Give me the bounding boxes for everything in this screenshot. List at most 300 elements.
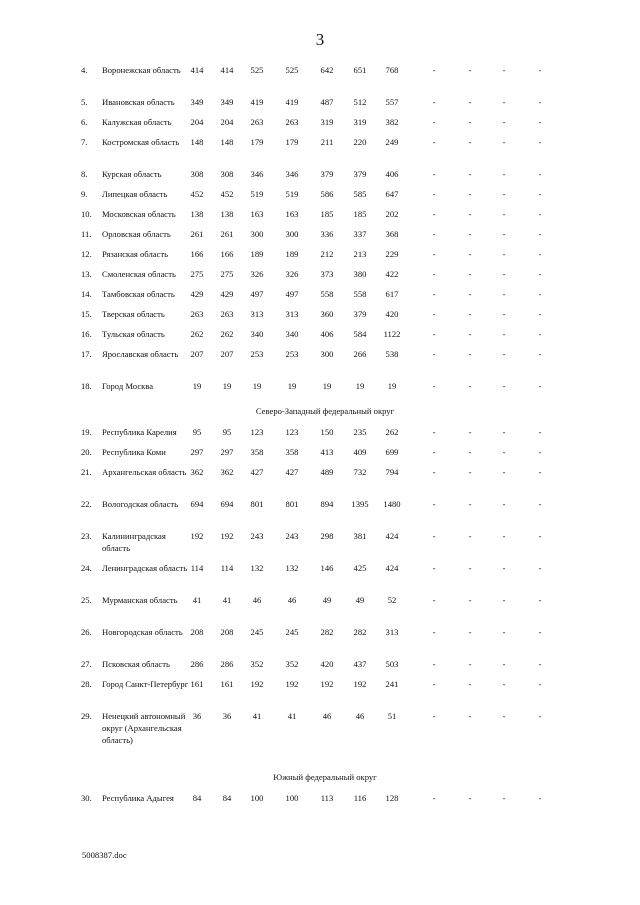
value-cell: 586	[320, 189, 334, 199]
value-cell: 243	[250, 531, 264, 541]
row-number: 25.	[81, 595, 92, 605]
value-cell: -	[468, 117, 472, 127]
value-cell: -	[502, 329, 506, 339]
value-cell: 41	[287, 711, 297, 721]
row-number: 24.	[81, 563, 92, 573]
value-cell: 419	[285, 97, 299, 107]
value-cell: -	[538, 659, 542, 669]
section-heading	[75, 766, 575, 792]
table-row	[75, 380, 575, 400]
row-number: 23.	[81, 531, 92, 541]
region-name: Липецкая область	[102, 189, 168, 199]
value-cell: -	[432, 117, 436, 127]
region-name: Рязанская область	[102, 249, 169, 259]
value-cell: 584	[353, 329, 367, 339]
value-cell: -	[468, 137, 472, 147]
value-cell: -	[502, 381, 506, 391]
value-cell: 427	[250, 467, 264, 477]
value-cell: 558	[320, 289, 334, 299]
value-cell: -	[502, 309, 506, 319]
value-cell: 297	[190, 447, 204, 457]
value-cell: 19	[252, 381, 262, 391]
value-cell: -	[502, 97, 506, 107]
value-cell: 424	[385, 531, 399, 541]
value-cell: 116	[353, 793, 367, 803]
value-cell: -	[538, 269, 542, 279]
value-cell: -	[468, 427, 472, 437]
region-name: Курская область	[102, 169, 162, 179]
regions-table	[75, 64, 575, 812]
footer-filename: 5008387.doc	[82, 850, 127, 860]
value-cell: 497	[285, 289, 299, 299]
value-cell: -	[502, 531, 506, 541]
value-cell: -	[502, 289, 506, 299]
table-row	[75, 792, 575, 812]
table-row	[75, 530, 575, 562]
value-cell: 360	[320, 309, 334, 319]
value-cell: 192	[320, 679, 334, 689]
value-cell: -	[468, 289, 472, 299]
value-cell: -	[502, 499, 506, 509]
value-cell: 319	[353, 117, 367, 127]
value-cell: 19	[387, 381, 397, 391]
row-number: 19.	[81, 427, 92, 437]
table-row	[75, 658, 575, 678]
value-cell: -	[538, 595, 542, 605]
value-cell: 300	[250, 229, 264, 239]
value-cell: 261	[220, 229, 234, 239]
value-cell: -	[468, 447, 472, 457]
value-cell: 202	[385, 209, 399, 219]
value-cell: 429	[190, 289, 204, 299]
value-cell: 379	[320, 169, 334, 179]
value-cell: 362	[220, 467, 234, 477]
value-cell: -	[432, 595, 436, 605]
value-cell: 207	[190, 349, 204, 359]
value-cell: 204	[190, 117, 204, 127]
value-cell: 489	[320, 467, 334, 477]
value-cell: 163	[250, 209, 264, 219]
row-number: 14.	[81, 289, 92, 299]
value-cell: 409	[353, 447, 367, 457]
value-cell: 275	[220, 269, 234, 279]
value-cell: 420	[320, 659, 334, 669]
value-cell: -	[538, 117, 542, 127]
value-cell: 346	[250, 169, 264, 179]
value-cell: -	[468, 309, 472, 319]
value-cell: 208	[190, 627, 204, 637]
value-cell: -	[468, 169, 472, 179]
value-cell: 46	[322, 711, 332, 721]
row-number: 8.	[81, 169, 88, 179]
value-cell: 19	[222, 381, 232, 391]
row-number: 4.	[81, 65, 88, 75]
value-cell: 368	[385, 229, 399, 239]
value-cell: -	[432, 381, 436, 391]
value-cell: 647	[385, 189, 399, 199]
value-cell: -	[502, 117, 506, 127]
row-number: 28.	[81, 679, 92, 689]
value-cell: 512	[353, 97, 367, 107]
value-cell: 538	[385, 349, 399, 359]
value-cell: 150	[320, 427, 334, 437]
value-cell: 894	[320, 499, 334, 509]
value-cell: 519	[250, 189, 264, 199]
value-cell: 100	[250, 793, 264, 803]
row-number: 9.	[81, 189, 88, 199]
value-cell: -	[468, 97, 472, 107]
region-name: Ленинградская область	[102, 563, 188, 573]
row-number: 29.	[81, 711, 92, 721]
value-cell: -	[538, 447, 542, 457]
value-cell: 192	[353, 679, 367, 689]
value-cell: 557	[385, 97, 399, 107]
value-cell: 243	[285, 531, 299, 541]
value-cell: -	[502, 595, 506, 605]
value-cell: 266	[353, 349, 367, 359]
value-cell: -	[468, 531, 472, 541]
value-cell: 46	[252, 595, 262, 605]
value-cell: 732	[353, 467, 367, 477]
region-name: Смоленская область	[102, 269, 176, 279]
value-cell: -	[468, 659, 472, 669]
value-cell: 585	[353, 189, 367, 199]
value-cell: -	[432, 269, 436, 279]
value-cell: -	[432, 467, 436, 477]
value-cell: 694	[220, 499, 234, 509]
value-cell: 262	[220, 329, 234, 339]
value-cell: 427	[285, 467, 299, 477]
value-cell: -	[468, 381, 472, 391]
value-cell: 189	[285, 249, 299, 259]
value-cell: -	[538, 381, 542, 391]
region-name: Новгородская область	[102, 627, 183, 637]
value-cell: 313	[250, 309, 264, 319]
region-name: Тамбовская область	[102, 289, 175, 299]
value-cell: 220	[353, 137, 367, 147]
value-cell: 263	[190, 309, 204, 319]
value-cell: -	[468, 189, 472, 199]
value-cell: 497	[250, 289, 264, 299]
value-cell: 192	[220, 531, 234, 541]
table-row	[75, 626, 575, 658]
region-name: Ивановская область	[102, 97, 175, 107]
value-cell: 352	[285, 659, 299, 669]
value-cell: -	[432, 679, 436, 689]
value-cell: 300	[320, 349, 334, 359]
value-cell: -	[468, 269, 472, 279]
value-cell: -	[538, 65, 542, 75]
value-cell: 801	[285, 499, 299, 509]
value-cell: 41	[222, 595, 232, 605]
value-cell: 46	[355, 711, 365, 721]
value-cell: 100	[285, 793, 299, 803]
value-cell: 308	[220, 169, 234, 179]
table-row	[75, 168, 575, 188]
value-cell: 519	[285, 189, 299, 199]
value-cell: -	[432, 793, 436, 803]
value-cell: -	[538, 249, 542, 259]
value-cell: -	[502, 793, 506, 803]
value-cell: 768	[385, 65, 399, 75]
row-number: 13.	[81, 269, 92, 279]
value-cell: 128	[385, 793, 399, 803]
region-name: Республика Адыгея	[102, 793, 174, 803]
value-cell: 207	[220, 349, 234, 359]
table-row	[75, 248, 575, 268]
value-cell: -	[502, 269, 506, 279]
value-cell: 275	[190, 269, 204, 279]
value-cell: 487	[320, 97, 334, 107]
value-cell: 699	[385, 447, 399, 457]
region-name: Тверская область	[102, 309, 165, 319]
value-cell: 95	[192, 427, 202, 437]
value-cell: 425	[353, 563, 367, 573]
region-name: Мурманская область	[102, 595, 178, 605]
table-row	[75, 466, 575, 498]
value-cell: 452	[220, 189, 234, 199]
table-row	[75, 116, 575, 136]
value-cell: 253	[285, 349, 299, 359]
region-name: Орловская область	[102, 229, 171, 239]
value-cell: -	[502, 349, 506, 359]
value-cell: 36	[222, 711, 232, 721]
table-row	[75, 268, 575, 288]
region-name: Костромская область	[102, 137, 180, 147]
value-cell: 406	[385, 169, 399, 179]
value-cell: -	[432, 659, 436, 669]
value-cell: 352	[250, 659, 264, 669]
value-cell: 95	[222, 427, 232, 437]
row-number: 20.	[81, 447, 92, 457]
value-cell: 211	[320, 137, 334, 147]
region-name: Республика Карелия	[102, 427, 177, 437]
region-name: Псковская область	[102, 659, 170, 669]
value-cell: 51	[387, 711, 397, 721]
value-cell: 192	[190, 531, 204, 541]
value-cell: 179	[285, 137, 299, 147]
table-row	[75, 710, 575, 766]
value-cell: 801	[250, 499, 264, 509]
value-cell: 358	[285, 447, 299, 457]
value-cell: 337	[353, 229, 367, 239]
value-cell: 241	[385, 679, 399, 689]
value-cell: 84	[222, 793, 232, 803]
row-number: 5.	[81, 97, 88, 107]
value-cell: -	[502, 467, 506, 477]
row-number: 30.	[81, 793, 92, 803]
value-cell: -	[538, 137, 542, 147]
value-cell: 617	[385, 289, 399, 299]
value-cell: 381	[353, 531, 367, 541]
value-cell: -	[538, 309, 542, 319]
region-name: Ненецкий автономный округ (Архангельская область)	[102, 711, 186, 745]
value-cell: -	[432, 531, 436, 541]
value-cell: 437	[353, 659, 367, 669]
value-cell: -	[432, 169, 436, 179]
value-cell: -	[502, 65, 506, 75]
value-cell: 1122	[383, 329, 401, 339]
value-cell: 282	[320, 627, 334, 637]
value-cell: 340	[250, 329, 264, 339]
value-cell: -	[468, 563, 472, 573]
section-heading	[75, 400, 575, 426]
value-cell: 123	[285, 427, 299, 437]
value-cell: 46	[287, 595, 297, 605]
value-cell: 1480	[383, 499, 401, 509]
value-cell: 253	[250, 349, 264, 359]
value-cell: -	[538, 97, 542, 107]
value-cell: 163	[285, 209, 299, 219]
row-number: 15.	[81, 309, 92, 319]
value-cell: 41	[192, 595, 202, 605]
value-cell: -	[502, 447, 506, 457]
value-cell: 132	[250, 563, 264, 573]
value-cell: -	[538, 209, 542, 219]
section-heading-text: Южный федеральный округ	[273, 772, 377, 782]
value-cell: -	[538, 563, 542, 573]
value-cell: 235	[353, 427, 367, 437]
value-cell: 308	[190, 169, 204, 179]
value-cell: -	[502, 169, 506, 179]
value-cell: 114	[220, 563, 234, 573]
value-cell: 349	[190, 97, 204, 107]
value-cell: -	[502, 229, 506, 239]
value-cell: 794	[385, 467, 399, 477]
value-cell: 212	[320, 249, 334, 259]
value-cell: 148	[190, 137, 204, 147]
value-cell: -	[502, 711, 506, 721]
value-cell: 262	[385, 427, 399, 437]
value-cell: -	[538, 499, 542, 509]
value-cell: 300	[285, 229, 299, 239]
value-cell: -	[468, 793, 472, 803]
value-cell: 19	[192, 381, 202, 391]
row-number: 10.	[81, 209, 92, 219]
table-row	[75, 446, 575, 466]
table-row	[75, 96, 575, 116]
value-cell: 114	[190, 563, 204, 573]
value-cell: -	[502, 627, 506, 637]
value-cell: 380	[353, 269, 367, 279]
table-row	[75, 228, 575, 248]
value-cell: -	[432, 627, 436, 637]
value-cell: -	[432, 499, 436, 509]
value-cell: -	[468, 65, 472, 75]
value-cell: 138	[190, 209, 204, 219]
value-cell: -	[538, 229, 542, 239]
value-cell: -	[468, 467, 472, 477]
value-cell: -	[538, 679, 542, 689]
table-row	[75, 64, 575, 96]
value-cell: 249	[385, 137, 399, 147]
value-cell: 263	[220, 309, 234, 319]
row-number: 6.	[81, 117, 88, 127]
value-cell: -	[432, 137, 436, 147]
row-number: 22.	[81, 499, 92, 509]
value-cell: -	[468, 595, 472, 605]
value-cell: -	[538, 793, 542, 803]
region-name: Город Санкт-Петербург	[102, 679, 189, 689]
value-cell: -	[468, 711, 472, 721]
value-cell: 414	[220, 65, 234, 75]
row-number: 12.	[81, 249, 92, 259]
table-row	[75, 308, 575, 328]
value-cell: 503	[385, 659, 399, 669]
value-cell: -	[432, 209, 436, 219]
value-cell: 148	[220, 137, 234, 147]
value-cell: -	[502, 209, 506, 219]
value-cell: -	[432, 309, 436, 319]
value-cell: 213	[353, 249, 367, 259]
value-cell: -	[468, 329, 472, 339]
value-cell: 245	[250, 627, 264, 637]
value-cell: 297	[220, 447, 234, 457]
value-cell: -	[432, 249, 436, 259]
page-number: 3	[315, 30, 325, 49]
value-cell: 373	[320, 269, 334, 279]
value-cell: -	[432, 289, 436, 299]
value-cell: -	[538, 289, 542, 299]
value-cell: -	[432, 427, 436, 437]
value-cell: 179	[250, 137, 264, 147]
value-cell: 346	[285, 169, 299, 179]
table-row	[75, 348, 575, 380]
value-cell: 161	[220, 679, 234, 689]
value-cell: -	[538, 349, 542, 359]
value-cell: -	[432, 447, 436, 457]
value-cell: -	[538, 169, 542, 179]
value-cell: 422	[385, 269, 399, 279]
value-cell: 84	[192, 793, 202, 803]
value-cell: -	[538, 467, 542, 477]
region-name: Тульская область	[102, 329, 165, 339]
value-cell: 41	[252, 711, 262, 721]
row-number: 18.	[81, 381, 92, 391]
value-cell: 138	[220, 209, 234, 219]
value-cell: -	[502, 249, 506, 259]
value-cell: 189	[250, 249, 264, 259]
region-name: Город Москва	[102, 381, 154, 391]
value-cell: 340	[285, 329, 299, 339]
value-cell: 452	[190, 189, 204, 199]
row-number: 11.	[81, 229, 92, 239]
value-cell: 414	[190, 65, 204, 75]
value-cell: 166	[190, 249, 204, 259]
region-name: Республика Коми	[102, 447, 166, 457]
table-row	[75, 328, 575, 348]
value-cell: 192	[285, 679, 299, 689]
value-cell: 525	[250, 65, 264, 75]
region-name: Архангельская область	[102, 467, 187, 477]
table-row	[75, 498, 575, 530]
table-row	[75, 678, 575, 710]
value-cell: -	[502, 189, 506, 199]
value-cell: -	[502, 563, 506, 573]
value-cell: -	[432, 329, 436, 339]
value-cell: 406	[320, 329, 334, 339]
value-cell: 262	[190, 329, 204, 339]
value-cell: -	[432, 563, 436, 573]
value-cell: 19	[322, 381, 332, 391]
row-number: 17.	[81, 349, 92, 359]
value-cell: 263	[250, 117, 264, 127]
value-cell: 379	[353, 309, 367, 319]
value-cell: 113	[320, 793, 334, 803]
value-cell: 313	[285, 309, 299, 319]
value-cell: 52	[387, 595, 397, 605]
value-cell: 525	[285, 65, 299, 75]
